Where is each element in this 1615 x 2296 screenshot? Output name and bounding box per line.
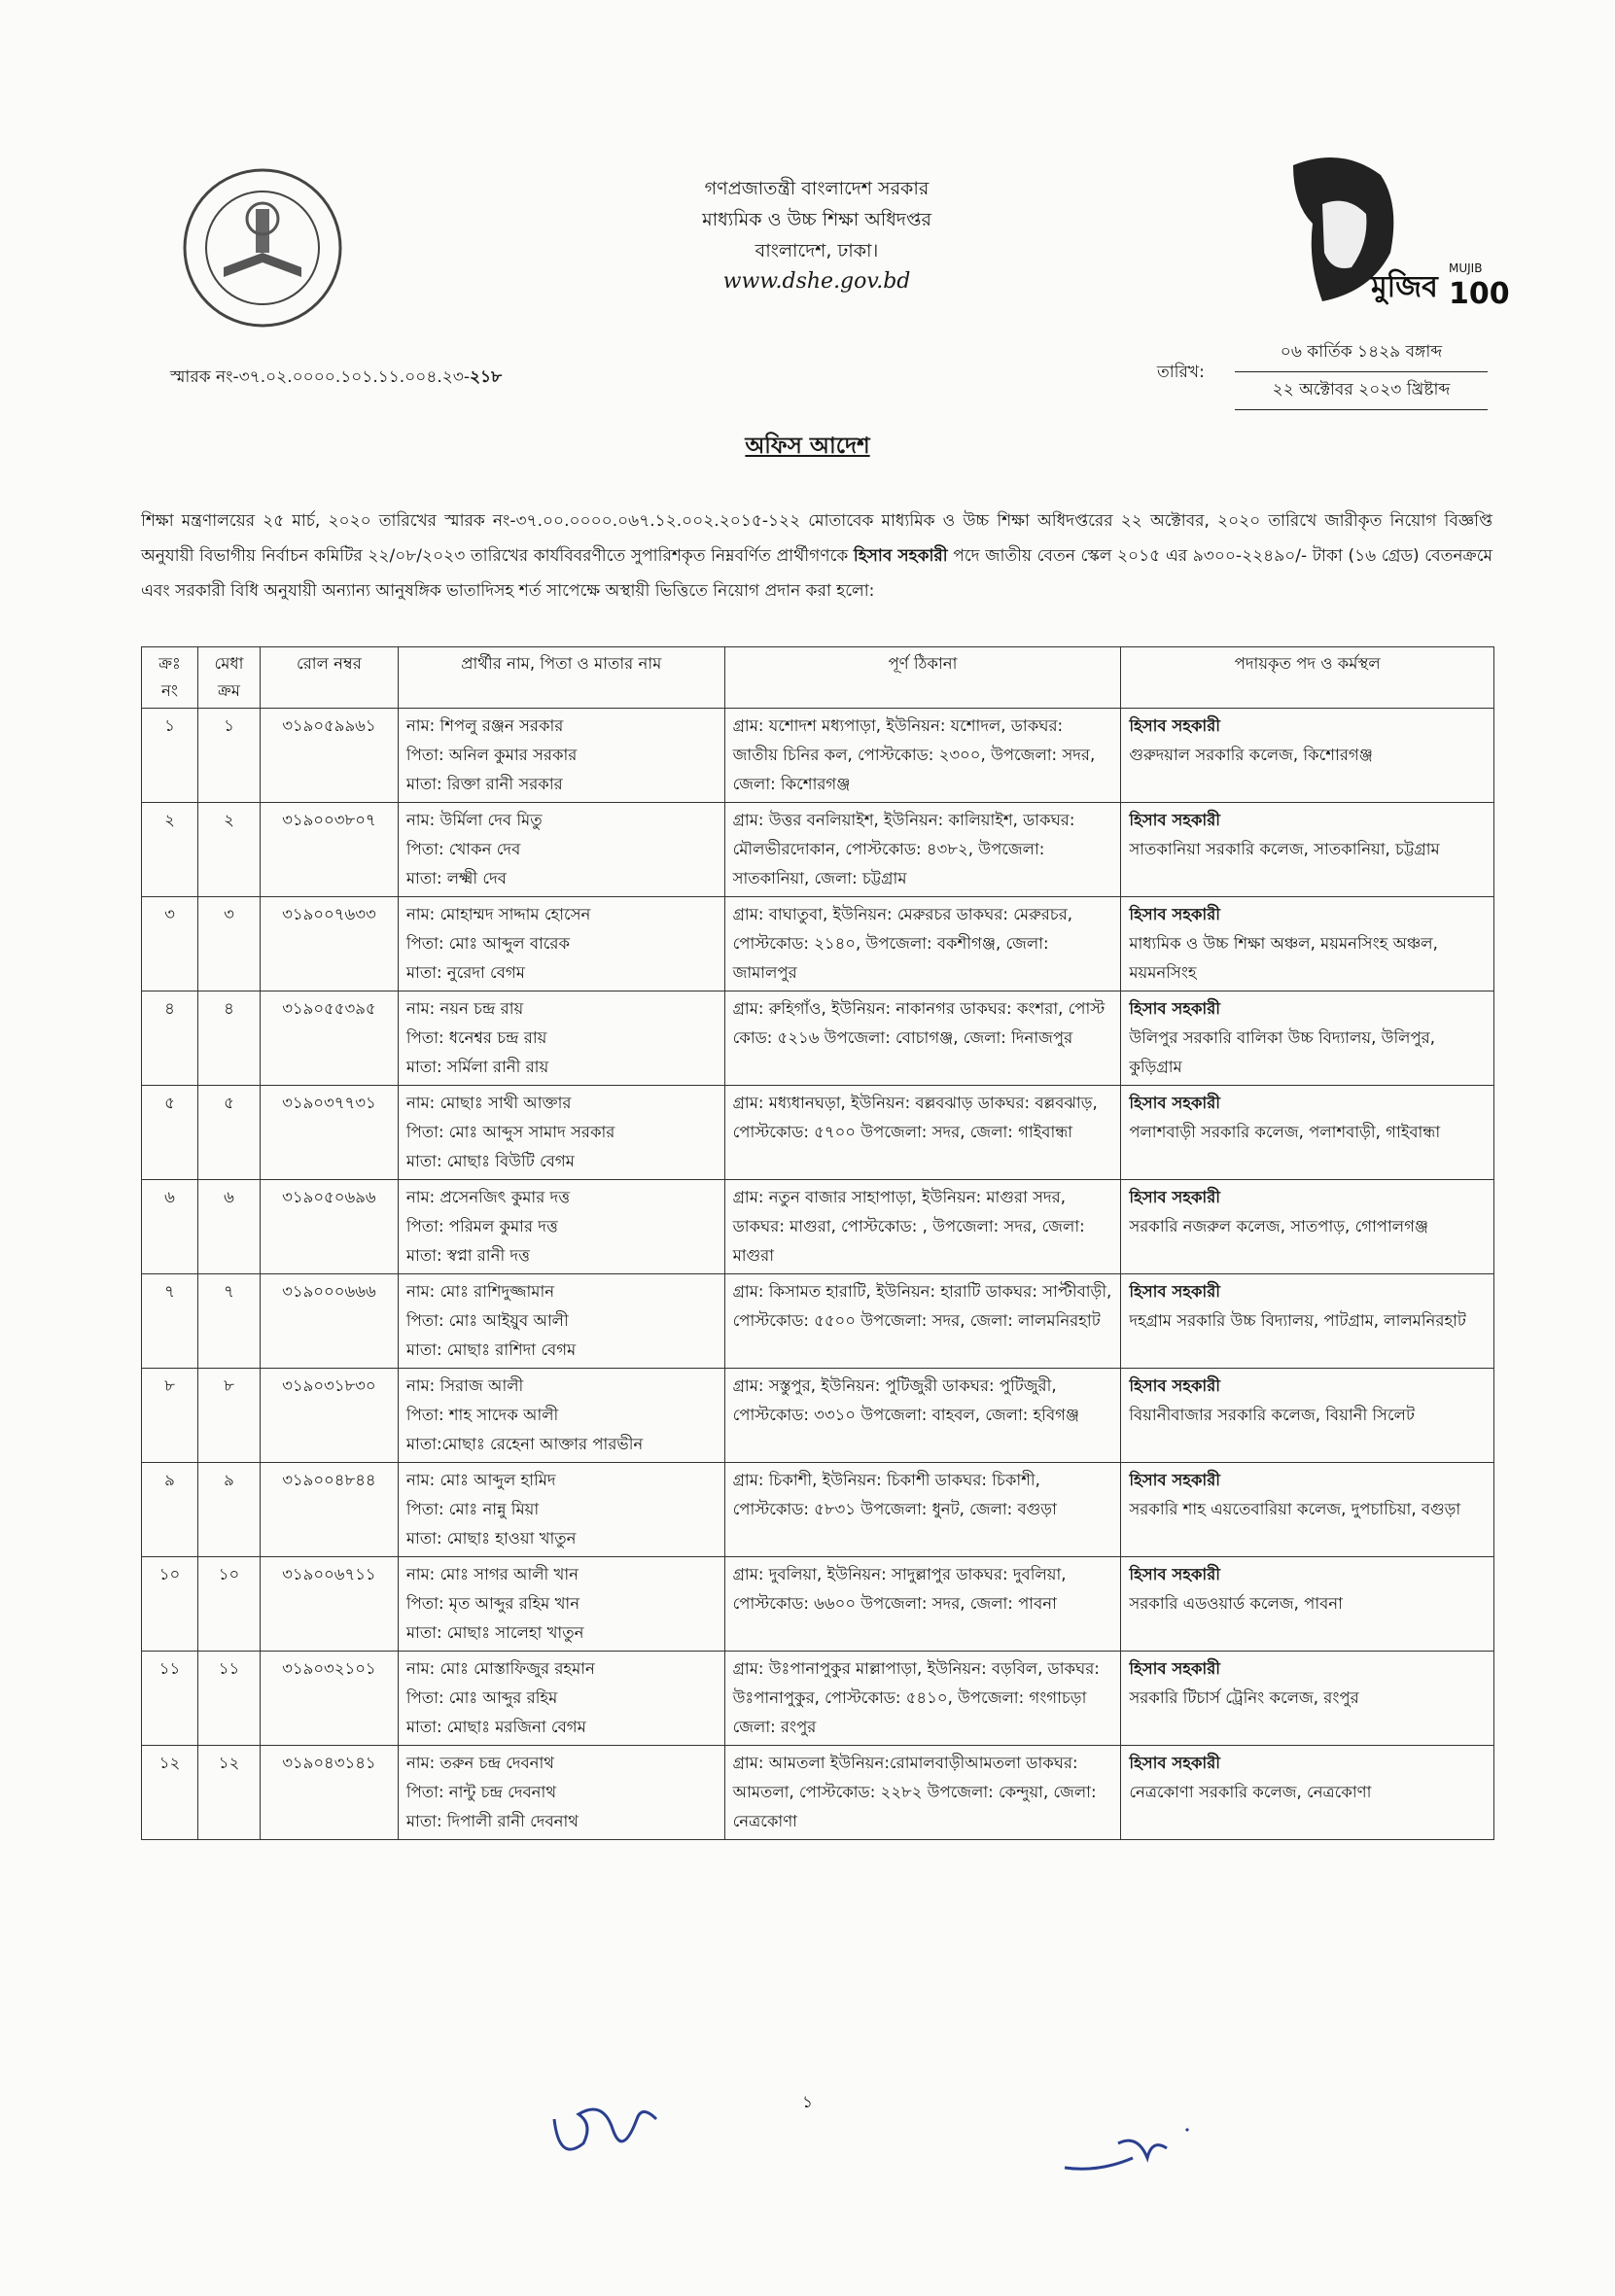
website-link[interactable]: www.dshe.gov.bd — [722, 269, 911, 294]
mother-name: মাতা: মোছাঃ হাওয়া খাতুন — [405, 1529, 577, 1548]
roll-cell: ৩১৯০৫৯৯৬১ — [260, 709, 398, 803]
candidate-cell — [398, 709, 724, 803]
table-row — [142, 1746, 1494, 1840]
signature-initial-left — [544, 2090, 681, 2168]
memo-prefix: স্মারক নং-৩৭.০২.০০০০.১০১.১১.০০৪.২৩- — [170, 367, 470, 387]
address-cell: গ্রাম: উঃপানাপুকুর মাল্লাপাড়া, ইউনিয়ন: বড়বিল, ডাকঘর: উঃপানাপুকুর, পোস্টকোড: ৫৪১০, উপজেলা: গংগাচড়া জেলা: রংপুর — [724, 1652, 1121, 1746]
posting-title: হিসাব সহকারী — [1129, 1188, 1221, 1206]
roll-cell: ৩১৯০৩৭৭৩১ — [260, 1086, 398, 1180]
address-cell: গ্রাম: চিকাশী, ইউনিয়ন: চিকাশী ডাকঘর: চিকাশী, পোস্টকোড: ৫৮৩১ উপজেলা: ধুনট, জেলা: বগুড়া — [724, 1463, 1121, 1557]
father-name: পিতা: মোঃ আব্দুস সামাদ সরকার — [405, 1123, 615, 1141]
candidate-name: নাম: মোছাঃ সাথী আক্তার — [405, 1094, 572, 1112]
posting-workplace: বিয়ানীবাজার সরকারি কলেজ, বিয়ানী সিলেট — [1129, 1406, 1415, 1424]
candidate-cell — [398, 1746, 724, 1840]
mother-name: মাতা: মোছাঃ বিউটি বেগম — [405, 1152, 575, 1170]
roll-cell: ৩১৯০৩২১০১ — [260, 1652, 398, 1746]
posting-cell — [1121, 803, 1494, 897]
memo-serial: ২১৮ — [470, 367, 503, 387]
office-location: বাংলাদেশ, ঢাকা। — [755, 240, 879, 261]
merit-cell: ১০ — [197, 1557, 260, 1652]
roll-cell: ৩১৯০০৩৮০৭ — [260, 803, 398, 897]
merit-cell: ৬ — [197, 1180, 260, 1274]
mother-name: মাতা: লক্ষ্মী দেব — [405, 869, 507, 887]
directorate-name: মাধ্যমিক ও উচ্চ শিক্ষা অধিদপ্তর — [702, 209, 931, 230]
mother-name: মাতা: মোছাঃ রাশিদা বেগম — [405, 1340, 577, 1359]
col-roll: রোল নম্বর — [260, 647, 398, 709]
table-row — [142, 1557, 1494, 1652]
table-row — [142, 1274, 1494, 1369]
table-row — [142, 991, 1494, 1086]
candidate-cell — [398, 1180, 724, 1274]
posting-title: হিসাব সহকারী — [1129, 1659, 1221, 1678]
candidate-name: নাম: মোঃ রাশিদুজ্জামান — [405, 1282, 555, 1301]
serial-cell: ১০ — [142, 1557, 198, 1652]
col-name: প্রার্থীর নাম, পিতা ও মাতার নাম — [398, 647, 724, 709]
candidate-name: নাম: সিরাজ আলী — [405, 1376, 524, 1395]
posting-workplace: নেত্রকোণা সরকারি কলেজ, নেত্রকোণা — [1129, 1783, 1372, 1801]
merit-cell: ৭ — [197, 1274, 260, 1369]
candidate-name: নাম: মোঃ মোস্তাফিজুর রহমান — [405, 1659, 595, 1678]
posting-title: হিসাব সহকারী — [1129, 1471, 1221, 1489]
mother-name: মাতা: নুরেদা বেগম — [405, 963, 525, 982]
signature-initial-right — [1060, 2114, 1206, 2182]
posting-workplace: সরকারি টিচার্স ট্রেনিং কলেজ, রংপুর — [1129, 1688, 1359, 1707]
merit-cell: ৩ — [197, 897, 260, 991]
posting-title: হিসাব সহকারী — [1129, 1565, 1221, 1583]
father-name: পিতা: খোকন দেব — [405, 840, 521, 858]
serial-cell: ১১ — [142, 1652, 198, 1746]
roll-cell: ৩১৯০৪৩১৪১ — [260, 1746, 398, 1840]
table-row — [142, 897, 1494, 991]
posting-workplace: সরকারি শাহ এয়তেবারিয়া কলেজ, দুপচাচিয়া, বগুড়া — [1129, 1500, 1461, 1518]
table-row — [142, 709, 1494, 803]
candidate-cell — [398, 1274, 724, 1369]
serial-cell: ৫ — [142, 1086, 198, 1180]
serial-cell: ৩ — [142, 897, 198, 991]
serial-cell: ৪ — [142, 991, 198, 1086]
address-cell: গ্রাম: মধ্যধানঘড়া, ইউনিয়ন: বল্লবঝাড় ডাকঘর: বল্লবঝাড়, পোস্টকোড: ৫৭০০ উপজেলা: সদর, জেলা: গাইবান্ধা — [724, 1086, 1121, 1180]
candidate-cell — [398, 1652, 724, 1746]
father-name: পিতা: ধনেশ্বর চন্দ্র রায় — [405, 1028, 547, 1047]
posting-cell — [1121, 1086, 1494, 1180]
serial-cell: ২ — [142, 803, 198, 897]
candidate-cell — [398, 897, 724, 991]
father-name: পিতা: মোঃ আব্দুল বারেক — [405, 934, 571, 953]
candidate-cell — [398, 1086, 724, 1180]
address-cell: গ্রাম: যশোদশ মধ্যপাড়া, ইউনিয়ন: যশোদল, ডাকঘর: জাতীয় চিনির কল, পোস্টকোড: ২৩০০, উপজেলা: সদর, জেলা: কিশোরগঞ্জ — [724, 709, 1121, 803]
posting-cell — [1121, 709, 1494, 803]
svg-text:মুজিব: মুজিব — [1371, 270, 1438, 304]
merit-cell: ৫ — [197, 1086, 260, 1180]
posting-workplace: মাধ্যমিক ও উচ্চ শিক্ষা অঞ্চল, ময়মনসিংহ অঞ্চল, ময়মনসিংহ — [1129, 934, 1438, 982]
father-name: পিতা: মোঃ আইয়ুব আলী — [405, 1311, 569, 1330]
mother-name: মাতা:মোছাঃ রেহেনা আক্তার পারভীন — [405, 1435, 644, 1453]
merit-cell: ১১ — [197, 1652, 260, 1746]
table-row — [142, 1652, 1494, 1746]
appointment-table — [141, 646, 1494, 1840]
mother-name: মাতা: স্বপ্না রানী দত্ত — [405, 1246, 530, 1265]
roll-cell: ৩১৯০০৭৬৩৩ — [260, 897, 398, 991]
father-name: পিতা: মৃত আব্দুর রহিম খান — [405, 1594, 580, 1613]
svg-text:100: 100 — [1449, 277, 1510, 311]
posting-title: হিসাব সহকারী — [1129, 811, 1221, 829]
body-part-2: পদে জাতীয় বেতন স্কেল ২০১৫ এর ৯৩০০-২২৪৯০/- টাকা (১৬ গ্রেড) বেতনক্রমে এবং সরকারী বিধি অনুযায়ী অন্যান্য আনুষঙ্গিক ভাতাদিসহ শর্ত সাপেক্ষে অস্থায়ী ভিত্তিতে নিয়োগ প্রদান করা হলো: — [141, 546, 1492, 601]
merit-cell: ১ — [197, 709, 260, 803]
address-cell: গ্রাম: বাঘাতুবা, ইউনিয়ন: মেরুরচর ডাকঘর: মেরুরচর, পোস্টকোড: ২১৪০, উপজেলা: বকশীগঞ্জ, জেলা: জামালপুর — [724, 897, 1121, 991]
posting-title: হিসাব সহকারী — [1129, 1094, 1221, 1112]
col-posting: পদায়কৃত পদ ও কর্মস্থল — [1121, 647, 1494, 709]
candidate-cell — [398, 991, 724, 1086]
serial-cell: ১ — [142, 709, 198, 803]
table-row — [142, 1086, 1494, 1180]
posting-title: হিসাব সহকারী — [1129, 905, 1221, 923]
col-merit: মেধা ক্রম — [197, 647, 260, 709]
serial-cell: ৭ — [142, 1274, 198, 1369]
posting-title: হিসাব সহকারী — [1129, 1282, 1221, 1301]
mother-name: মাতা: সর্মিলা রানী রায় — [405, 1058, 549, 1076]
father-name: পিতা: মোঃ নান্নু মিয়া — [405, 1500, 540, 1518]
candidate-cell — [398, 1369, 724, 1463]
table-row — [142, 1180, 1494, 1274]
posting-title: হিসাব সহকারী — [1129, 1376, 1221, 1395]
candidate-name: নাম: প্রসেনজিৎ কুমার দত্ত — [405, 1188, 571, 1206]
col-serial: ক্রঃ নং — [142, 647, 198, 709]
table-header-row — [142, 647, 1494, 709]
body-part-1: শিক্ষা মন্ত্রণালয়ের ২৫ মার্চ, ২০২০ তারিখের স্মারক নং-৩৭.০০.০০০০.০৬৭.১২.০০২.২০১৫-১২২ মোতাবেক মাধ্যমিক ও উচ্চ শিক্ষা অধিদপ্তরের ২২ অক্টোবর, ২০২০ তারিখে জারীকৃত নিয়োগ বিজ্ঞপ্তি অনুযায়ী বিভাগীয় নির্বাচন কমিটির ২২/০৮/২০২৩ তারিখের কার্যবিবরণীতে সুপারিশকৃত নিম্নবর্ণিত প্রার্থীগণকে — [141, 511, 1492, 566]
roll-cell: ৩১৯০৫৫৩৯৫ — [260, 991, 398, 1086]
address-cell: গ্রাম: সস্তুপুর, ইউনিয়ন: পুটিজুরী ডাকঘর: পুটিজুরী, পোস্টকোড: ৩৩১০ উপজেলা: বাহবল, জেলা: হবিগঞ্জ — [724, 1369, 1121, 1463]
date-label: তারিখ: — [1157, 363, 1205, 382]
posting-cell — [1121, 1463, 1494, 1557]
roll-cell: ৩১৯০০৬৭১১ — [260, 1557, 398, 1652]
date-bangla: ০৬ কার্তিক ১৪২৯ বঙ্গাব্দ — [1235, 334, 1488, 372]
roll-cell: ৩১৯০৫০৬৯৬ — [260, 1180, 398, 1274]
mujib-borsho-logo — [1254, 146, 1510, 316]
posting-workplace: সরকারি নজরুল কলেজ, সাতপাড়, গোপালগঞ্জ — [1129, 1217, 1428, 1235]
address-cell: গ্রাম: দুবলিয়া, ইউনিয়ন: সাদুল্লাপুর ডাকঘর: দুবলিয়া, পোস্টকোড: ৬৬০০ উপজেলা: সদর, জেলা: পাবনা — [724, 1557, 1121, 1652]
candidate-cell — [398, 1557, 724, 1652]
office-header — [544, 173, 1089, 297]
posting-workplace: সাতকানিয়া সরকারি কলেজ, সাতকানিয়া, চট্টগ্রাম — [1129, 840, 1440, 858]
merit-cell: ২ — [197, 803, 260, 897]
candidate-cell — [398, 1463, 724, 1557]
candidate-name: নাম: মোহাম্মদ সাদ্দাম হোসেন — [405, 905, 591, 923]
memo-number — [170, 365, 502, 392]
posting-workplace: উলিপুর সরকারি বালিকা উচ্চ বিদ্যালয়, উলিপুর, কুড়িগ্রাম — [1129, 1028, 1435, 1076]
candidate-name: নাম: উর্মিলা দেব মিতু — [405, 811, 543, 829]
posting-title: হিসাব সহকারী — [1129, 999, 1221, 1018]
father-name: পিতা: নান্টু চন্দ্র দেবনাথ — [405, 1783, 556, 1801]
posting-cell — [1121, 1274, 1494, 1369]
father-name: পিতা: মোঃ আব্দুর রহিম — [405, 1688, 558, 1707]
merit-cell: ৮ — [197, 1369, 260, 1463]
father-name: পিতা: শাহ সাদেক আলী — [405, 1406, 559, 1424]
address-cell: গ্রাম: রুহিগাঁও, ইউনিয়ন: নাকানগর ডাকঘর: কংশরা, পোস্ট কোড: ৫২১৬ উপজেলা: বোচাগঞ্জ, জেলা: দিনাজপুর — [724, 991, 1121, 1086]
mother-name: মাতা: মোছাঃ মরজিনা বেগম — [405, 1718, 586, 1736]
posting-workplace: গুরুদয়াল সরকারি কলেজ, কিশোরগঞ্জ — [1129, 746, 1373, 764]
svg-text:MUJIB: MUJIB — [1449, 261, 1483, 275]
mother-name: মাতা: দিপালী রানী দেবনাথ — [405, 1812, 579, 1830]
posting-workplace: সরকারি এডওয়ার্ড কলেজ, পাবনা — [1129, 1594, 1343, 1613]
posting-cell — [1121, 897, 1494, 991]
roll-cell: ৩১৯০৩১৮৩০ — [260, 1369, 398, 1463]
father-name: পিতা: অনিল কুমার সরকার — [405, 746, 578, 764]
posting-workplace: দহগ্রাম সরকারি উচ্চ বিদ্যালয়, পাটগ্রাম, লালমনিরহাট — [1129, 1311, 1466, 1330]
candidate-name: নাম: তরুন চন্দ্র দেবনাথ — [405, 1754, 554, 1772]
col-address: পূর্ণ ঠিকানা — [724, 647, 1121, 709]
address-cell: গ্রাম: আমতলা ইউনিয়ন:রোমালবাড়ীআমতলা ডাকঘর: আমতলা, পোস্টকোড: ২২৮২ উপজেলা: কেন্দুয়া, জেলা: নেত্রকোণা — [724, 1746, 1121, 1840]
education-seal-logo — [180, 165, 345, 330]
posting-cell — [1121, 1652, 1494, 1746]
order-body — [141, 504, 1492, 609]
date-english: ২২ অক্টোবর ২০২৩ খ্রিষ্টাব্দ — [1235, 372, 1488, 410]
post-name: হিসাব সহকারী — [853, 546, 948, 566]
posting-cell — [1121, 991, 1494, 1086]
candidate-cell — [398, 803, 724, 897]
roll-cell: ৩১৯০০৪৮৪৪ — [260, 1463, 398, 1557]
merit-cell: ৯ — [197, 1463, 260, 1557]
table-row — [142, 803, 1494, 897]
father-name: পিতা: পরিমল কুমার দত্ত — [405, 1217, 558, 1235]
posting-title: হিসাব সহকারী — [1129, 716, 1221, 735]
candidate-name: নাম: শিপলু রঞ্জন সরকার — [405, 716, 564, 735]
posting-workplace: পলাশবাড়ী সরকারি কলেজ, পলাশবাড়ী, গাইবান্ধা — [1129, 1123, 1441, 1141]
candidate-name: নাম: মোঃ সাগর আলী খান — [405, 1565, 579, 1583]
mother-name: মাতা: মোছাঃ সালেহা খাতুন — [405, 1623, 584, 1642]
serial-cell: ৮ — [142, 1369, 198, 1463]
serial-cell: ৯ — [142, 1463, 198, 1557]
posting-title: হিসাব সহকারী — [1129, 1754, 1221, 1772]
mother-name: মাতা: রিক্তা রানী সরকার — [405, 775, 563, 793]
page-number: ১ — [801, 2093, 814, 2112]
candidate-name: নাম: নয়ন চন্দ্র রায় — [405, 999, 524, 1018]
government-name: গণপ্রজাতন্ত্রী বাংলাদেশ সরকার — [704, 178, 930, 199]
table-row — [142, 1463, 1494, 1557]
candidate-name: নাম: মোঃ আব্দুল হামিদ — [405, 1471, 556, 1489]
posting-cell — [1121, 1746, 1494, 1840]
serial-cell: ১২ — [142, 1746, 198, 1840]
office-order-title: অফিস আদেশ — [745, 434, 870, 459]
roll-cell: ৩১৯০০০৬৬৬ — [260, 1274, 398, 1369]
date-block — [1235, 334, 1488, 410]
address-cell: গ্রাম: নতুন বাজার সাহাপাড়া, ইউনিয়ন: মাগুরা সদর, ডাকঘর: মাগুরা, পোস্টকোড: , উপজেলা: সদর, জেলা: মাগুরা — [724, 1180, 1121, 1274]
posting-cell — [1121, 1369, 1494, 1463]
posting-cell — [1121, 1557, 1494, 1652]
merit-cell: ৪ — [197, 991, 260, 1086]
table-row — [142, 1369, 1494, 1463]
merit-cell: ১২ — [197, 1746, 260, 1840]
posting-cell — [1121, 1180, 1494, 1274]
serial-cell: ৬ — [142, 1180, 198, 1274]
address-cell: গ্রাম: উত্তর বনলিয়াইশ, ইউনিয়ন: কালিয়াইশ, ডাকঘর: মৌলভীরদোকান, পোস্টকোড: ৪৩৮২, উপজেলা: সাতকানিয়া, জেলা: চট্টগ্রাম — [724, 803, 1121, 897]
address-cell: গ্রাম: কিসামত হারাটি, ইউনিয়ন: হারাটি ডাকঘর: সাপ্টীবাড়ী, পোস্টকোড: ৫৫০০ উপজেলা: সদর, জেলা: লালমনিরহাট — [724, 1274, 1121, 1369]
